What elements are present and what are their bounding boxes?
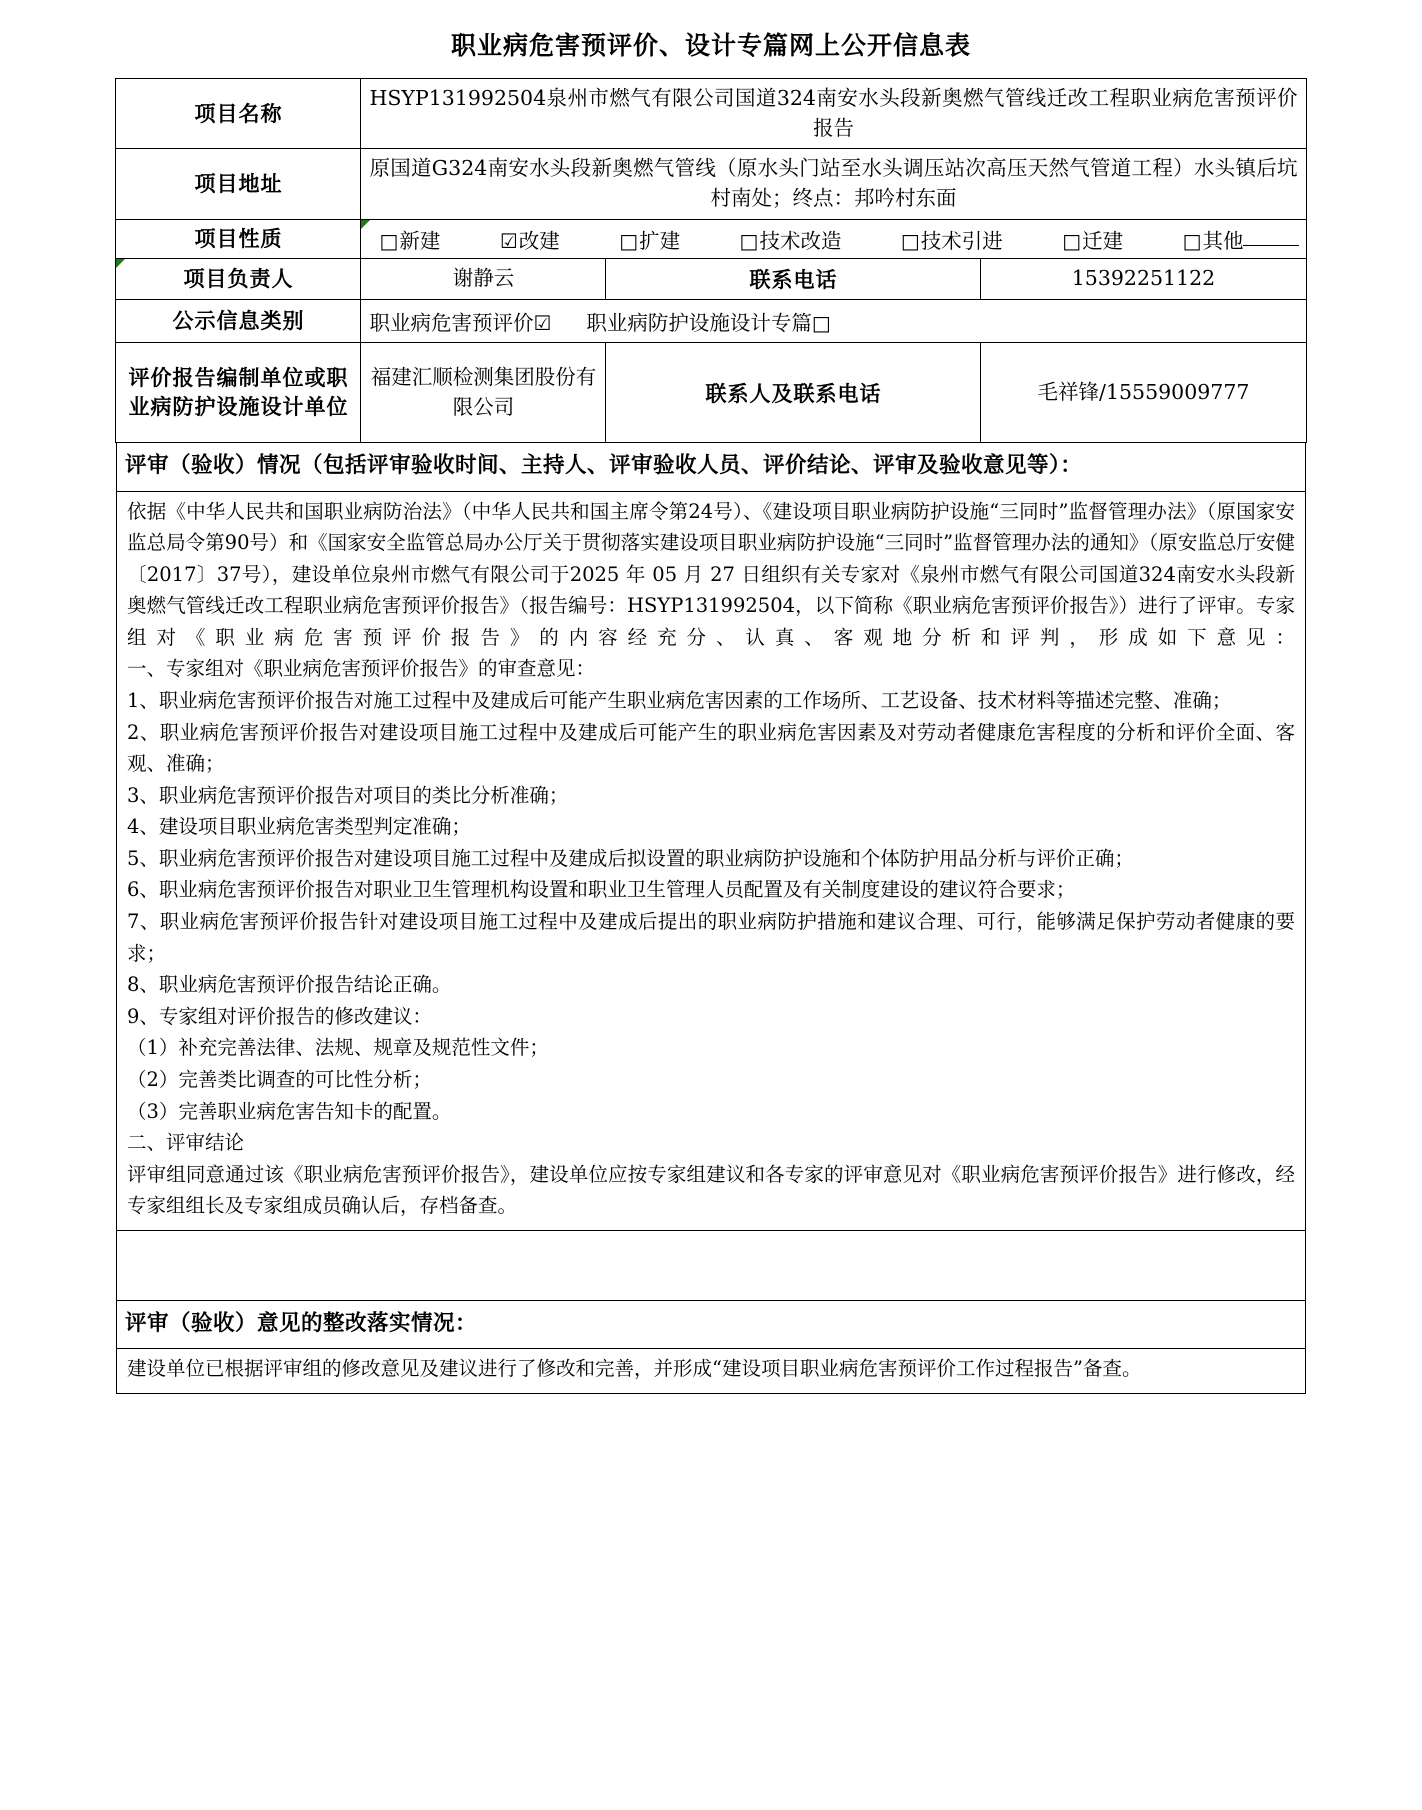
nature-option-2[interactable] — [619, 224, 680, 254]
disclosure-option-1[interactable] — [586, 311, 831, 335]
value-project-name: HSYP131992504泉州市燃气有限公司国道324南安水头段新奥燃气管线迁改工程职业病危害预评价报告 — [361, 79, 1306, 149]
checkbox-empty-icon[interactable]: □ — [811, 311, 831, 336]
checkbox-empty-icon[interactable]: □ — [1182, 229, 1202, 254]
nature-option-label: 其他 — [1202, 229, 1244, 254]
value-project-nature — [361, 219, 1306, 258]
rectification-section-body — [116, 1349, 1306, 1394]
table-row-preparing-unit — [116, 343, 1306, 443]
page-title: 职业病危害预评价、设计专篇网上公开信息表 — [450, 31, 971, 60]
paragraph: 建设单位已根据评审组的修改意见及建议进行了修改和完善，并形成“建设项目职业病危害预评价工作过程报告”备查。 — [127, 1357, 1142, 1381]
value-project-address: 原国道G324南安水头段新奥燃气管线（原水头门站至水头调压站次高压天然气管道工程）水头镇后坑村南处；终点：邦吟村东面 — [361, 149, 1306, 219]
label-contact-phone: 联系电话 — [606, 259, 981, 300]
value-project-manager: 谢静云 — [361, 259, 606, 300]
nature-option-label: 技术改造 — [759, 229, 842, 254]
checkbox-empty-icon[interactable]: □ — [900, 229, 920, 254]
table-row-project-name — [116, 79, 1306, 149]
paragraph: 一、专家组对《职业病危害预评价报告》的审查意见： — [127, 657, 596, 681]
paragraph: 1、职业病危害预评价报告对施工过程中及建成后可能产生职业病危害因素的工作场所、工艺设备、技术材料等描述完整、准确； — [127, 689, 1232, 712]
label-contact-person: 联系人及联系电话 — [606, 343, 981, 443]
paragraph: （1）补充完善法律、法规、规章及规范性文件； — [127, 1036, 549, 1060]
label-project-nature: 项目性质 — [116, 219, 361, 258]
table-row-disclosure-category — [116, 300, 1306, 343]
checkbox-empty-icon[interactable]: □ — [619, 229, 639, 254]
nature-option-3[interactable] — [740, 224, 842, 254]
checkbox-empty-icon[interactable]: □ — [1062, 229, 1082, 254]
nature-option-label: 迁建 — [1082, 229, 1124, 254]
checkbox-checked-icon[interactable]: ☑ — [499, 229, 518, 254]
paragraph: 2、职业病危害预评价报告对建设项目施工过程中及建成后可能产生的职业病危害因素及对劳动者健康危害程度的分析和评价全面、客观、准确； — [127, 720, 1295, 776]
label-project-manager: 项目负责人 — [116, 259, 361, 300]
spacer-band — [116, 1231, 1306, 1301]
label-disclosure-category: 公示信息类别 — [116, 300, 361, 343]
paragraph: 评审组同意通过该《职业病危害预评价报告》，建设单位应按专家组建议和各专家的评审意见对《职业病危害预评价报告》进行修改，经专家组组长及专家组成员确认后，存档备查。 — [127, 1162, 1295, 1218]
paragraph: 3、职业病危害预评价报告对项目的类比分析准确； — [127, 783, 569, 807]
review-section-heading: 评审（验收）情况（包括评审验收时间、主持人、评审验收人员、评价结论、评审及验收意见等）： — [116, 443, 1306, 491]
paragraph: 6、职业病危害预评价报告对职业卫生管理机构设置和职业卫生管理人员配置及有关制度建设的建议符合要求； — [127, 878, 1076, 902]
rectification-section-heading: 评审（验收）意见的整改落实情况： — [116, 1301, 1306, 1349]
paragraph: （3）完善职业病危害告知卡的配置。 — [127, 1099, 452, 1123]
nature-option-label: 扩建 — [639, 229, 681, 254]
label-preparing-unit: 评价报告编制单位或职业病防护设施设计单位 — [116, 343, 361, 443]
paragraph: （2）完善类比调查的可比性分析； — [127, 1067, 432, 1091]
table-row-manager — [116, 259, 1306, 300]
value-contact-phone: 15392251122 — [981, 259, 1306, 300]
label-project-address: 项目地址 — [116, 149, 361, 219]
disclosure-option-label: 职业病防护设施设计专篇 — [586, 311, 812, 336]
paragraph: 8、职业病危害预评价报告结论正确。 — [127, 973, 452, 997]
table-row-project-nature — [116, 219, 1306, 258]
nature-option-label: 改建 — [518, 229, 560, 254]
nature-option-0[interactable] — [379, 224, 440, 254]
nature-option-5[interactable] — [1062, 224, 1123, 254]
value-contact-person: 毛祥锋/15559009777 — [981, 343, 1306, 443]
nature-option-4[interactable] — [901, 224, 1003, 254]
paragraph: 依据《中华人民共和国职业病防治法》（中华人民共和国主席令第24号）、《建设项目职业病防护设施“三同时”监督管理办法》（原国家安监总局令第90号）和《国家安全监管总局办公厅关于贯彻落实建设项目职业病防护设施“三同时”监督管理办法的通知》（原安监总厅安健〔2017〕37号），建设单位泉州市燃气有限公司于2025 年 05 月 27 日组织有关专家对《泉州市燃气有限公司国道324南安水头段新奥燃气管线迁改工程职业病危害预评价报告》（报告编号：HSYP131992504，以下简称《职业病危害预评价报告》）进行了评审。专家组对《职业病危害预评价报告》的内容经充分、认真、客观地分析和评判，形成如下意见： — [127, 499, 1295, 649]
nature-option-6[interactable] — [1183, 224, 1300, 254]
project-nature-checkbox-group[interactable] — [361, 221, 1305, 257]
nature-option-1[interactable] — [500, 224, 560, 254]
checkbox-empty-icon[interactable]: □ — [379, 229, 399, 254]
table-row-project-address — [116, 149, 1306, 219]
label-project-name: 项目名称 — [116, 79, 361, 149]
value-preparing-unit: 福建汇顺检测集团股份有限公司 — [361, 343, 606, 443]
paragraph: 4、建设项目职业病危害类型判定准确； — [127, 815, 471, 839]
checkbox-empty-icon[interactable]: □ — [739, 229, 759, 254]
disclosure-option-label: 职业病危害预评价 — [369, 311, 534, 336]
disclosure-category-checkbox-group[interactable] — [365, 306, 1301, 336]
nature-other-blank-field[interactable] — [1243, 245, 1299, 246]
paragraph: 二、评审结论 — [127, 1131, 245, 1155]
info-table — [115, 78, 1306, 443]
paragraph: 5、职业病危害预评价报告对建设项目施工过程中及建成后拟设置的职业病防护设施和个体防护用品分析与评价正确； — [127, 846, 1134, 870]
paragraph: 7、职业病危害预评价报告针对建设项目施工过程中及建成后提出的职业病防护措施和建议合理、可行，能够满足保护劳动者健康的要求； — [127, 910, 1295, 965]
paragraph: 9、专家组对评价报告的修改建议： — [127, 1004, 432, 1028]
value-disclosure-category — [361, 300, 1306, 343]
disclosure-option-0[interactable] — [369, 311, 552, 335]
checkbox-checked-icon[interactable]: ☑ — [533, 311, 552, 336]
nature-option-label: 新建 — [399, 229, 441, 254]
review-section-body — [116, 492, 1306, 1231]
nature-option-label: 技术引进 — [920, 229, 1003, 254]
